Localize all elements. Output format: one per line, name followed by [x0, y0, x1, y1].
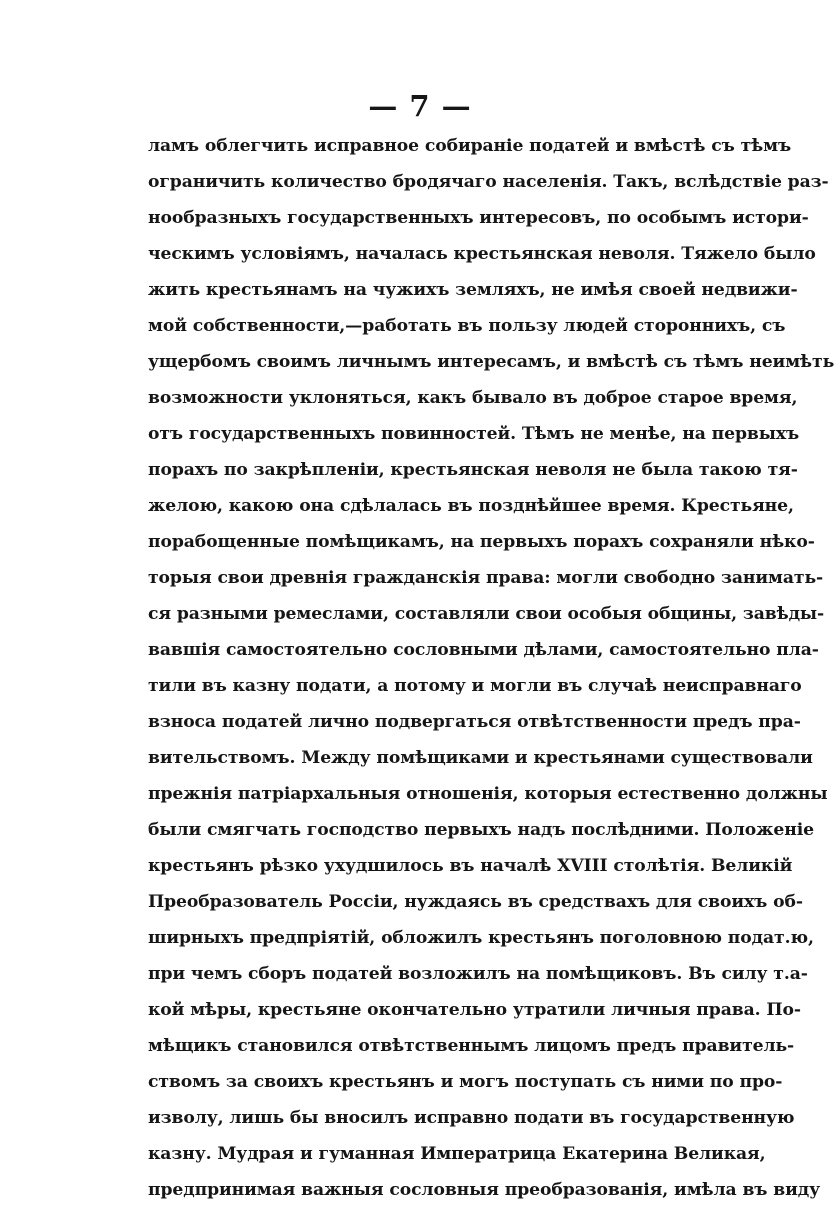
text-line: желою, какою она сдѣлалась въ позднѣйшее время. Крестьяне,: [148, 496, 794, 516]
text-line: ствомъ за своихъ крестьянъ и могъ поступать съ ними по про-: [148, 1072, 783, 1092]
text-line: ческимъ условіямъ, началась крестьянская неволя. Тяжело было: [148, 244, 816, 264]
text-line: ширныхъ предпріятій, обложилъ крестьянъ поголовною подат.ю,: [148, 928, 814, 948]
text-line: порабощенные помѣщикамъ, на первыхъ порахъ сохраняли нѣко-: [148, 532, 815, 552]
text-line: прежнія патріархальныя отношенія, которыя естественно должны: [148, 784, 828, 804]
text-line: возможности уклоняться, какъ бывало въ доброе старое время,: [148, 388, 798, 408]
text-line: крестьянъ рѣзко ухудшилось въ началѣ XVIII столѣтія. Великій: [148, 856, 793, 876]
text-line: торыя свои древнія гражданскія права: могли свободно занимать-: [148, 568, 824, 588]
text-line: жить крестьянамъ на чужихъ земляхъ, не имѣя своей недвижи-: [148, 280, 798, 300]
page-number: — 7 —: [368, 89, 472, 123]
text-line: ущербомъ своимъ личнымъ интересамъ, и вмѣстѣ съ тѣмъ неимѣть: [148, 352, 835, 372]
text-line: мой собственности,—работать въ пользу людей стороннихъ, съ: [148, 316, 786, 336]
text-line: были смягчать господство первыхъ надъ послѣдними. Положеніе: [148, 820, 814, 840]
text-line: ся разными ремеслами, составляли свои особыя общины, завѣды-: [148, 604, 825, 624]
text-line: нообразныхъ государственныхъ интересовъ, по особымъ истори-: [148, 208, 809, 228]
text-line: при чемъ сборъ податей возложилъ на помѣщиковъ. Въ силу т.а-: [148, 964, 808, 984]
text-line: кой мѣры, крестьяне окончательно утратили личныя права. По-: [148, 1000, 801, 1020]
text-line: предпринимая важныя сословныя преобразованія, имѣла въ виду: [148, 1180, 821, 1200]
text-line: взноса податей лично подвергаться отвѣтственности предъ пра-: [148, 712, 801, 732]
text-line: вавшія самостоятельно сословными дѣлами, самостоятельно пла-: [148, 640, 819, 660]
text-line: мѣщикъ становился отвѣтственнымъ лицомъ предъ правитель-: [148, 1036, 795, 1056]
text-line: изволу, лишь бы вносилъ исправно подати въ государственную: [148, 1108, 795, 1128]
text-line: Преобразователь Россіи, нуждаясь въ средствахъ для своихъ об-: [148, 892, 803, 912]
text-line: казну. Мудрая и гуманная Императрица Екатерина Великая,: [148, 1144, 766, 1164]
text-line: тили въ казну подати, а потому и могли въ случаѣ неисправнаго: [148, 676, 802, 696]
text-line: ламъ облегчить исправное собираніе податей и вмѣстѣ съ тѣмъ: [148, 136, 792, 156]
text-line: вительствомъ. Между помѣщиками и крестьянами существовали: [148, 748, 813, 768]
text-line: ограничить количество бродячаго населенія. Такъ, вслѣдствіе раз-: [148, 172, 829, 192]
text-line: отъ государственныхъ повинностей. Тѣмъ не менѣе, на первыхъ: [148, 424, 800, 444]
body-text: [148, 128, 835, 1208]
text-line: порахъ по закрѣпленіи, крестьянская неволя не была такою тя-: [148, 460, 798, 480]
